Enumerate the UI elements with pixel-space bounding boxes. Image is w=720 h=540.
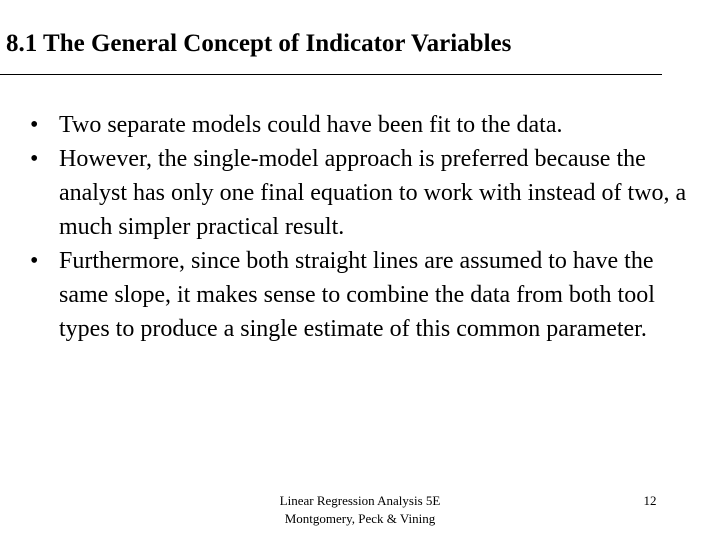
bullet-list	[30, 108, 690, 346]
citation-authors: Montgomery, Peck & Vining	[284, 511, 436, 526]
bullet-item	[30, 142, 690, 244]
bullet-text: Two separate models could have been fit to the data.	[59, 112, 563, 138]
bullet-item	[30, 244, 690, 346]
bullet-dot: •	[30, 248, 39, 274]
bullet-text: Furthermore, since both straight lines are assumed to have the same slope, it makes sense to combine the data from both tool types to produce a single estimate of this common parameter.	[59, 248, 655, 342]
footer-citation	[220, 492, 500, 528]
bullet-dot: •	[30, 146, 39, 172]
bullet-text: However, the single-model approach is preferred because the analyst has only one final equation to work with instead of two, a much simpler practical result.	[59, 146, 687, 240]
slide-title: 8.1 The General Concept of Indicator Variables	[6, 30, 512, 57]
page-number: 12	[643, 493, 657, 508]
citation-book-title: Linear Regression Analysis 5E	[279, 493, 441, 508]
bullet-item	[30, 108, 690, 142]
title-divider	[0, 74, 662, 75]
bullet-dot: •	[30, 112, 39, 138]
